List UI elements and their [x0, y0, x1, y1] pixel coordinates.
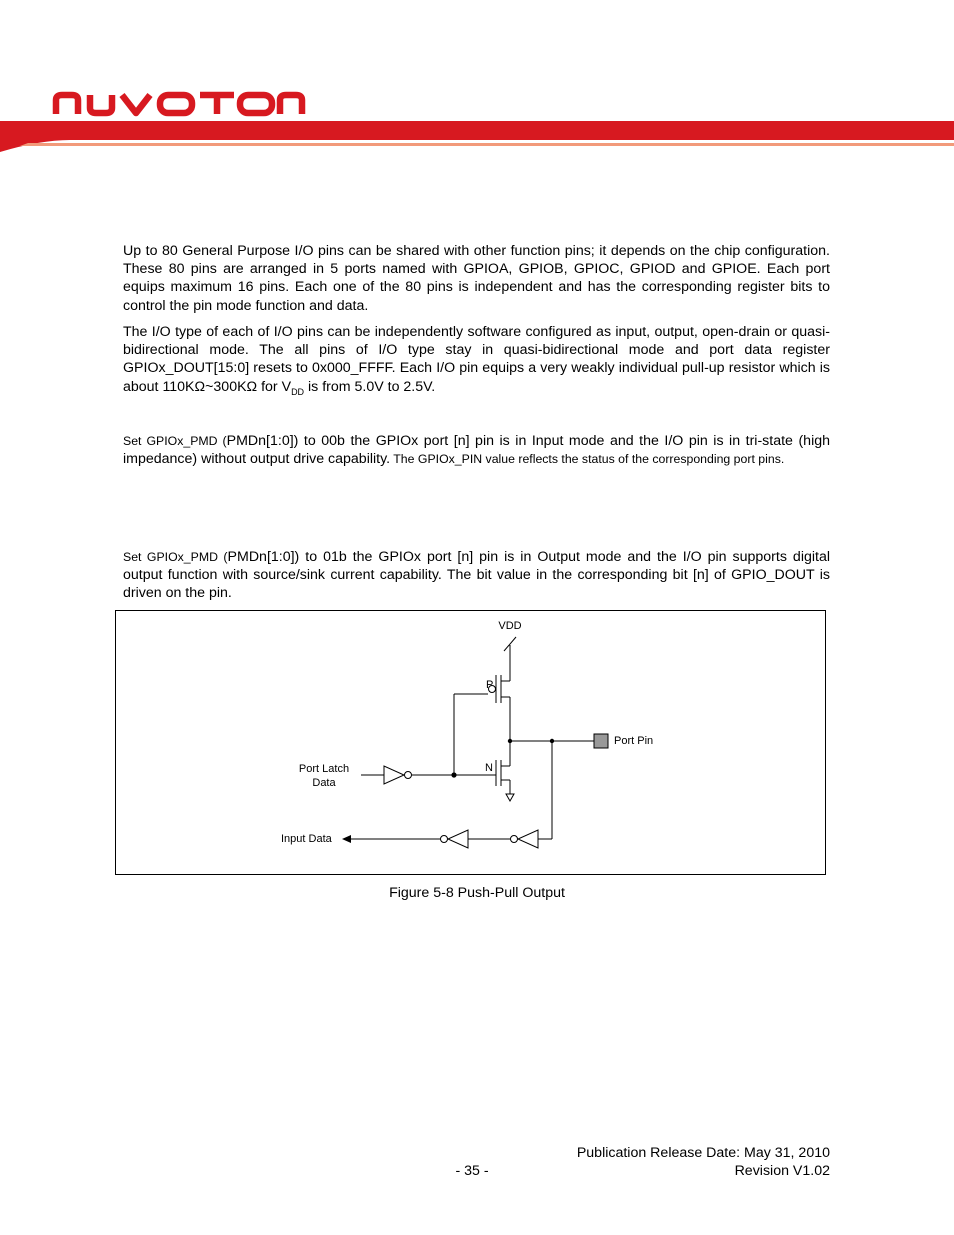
- input-mode-paragraph: Set GPIOx_PMD (PMDn[1:0]) to 00b the GPIOx port [n] pin is in Input mode and the I/O pin is in tri-state (high impedance) without output drive capability. The GPIOx_PIN value reflects the status of the corresponding port pins.: [123, 433, 830, 468]
- n-label: N: [485, 762, 493, 774]
- port-pin-box: [594, 734, 608, 748]
- io-type-paragraph: The I/O type of each of I/O pins can be independently software configured as input, output, open-drain or quasi-bidirectional mode. The all pins of I/O type stay in quasi-bidirectional mode and port data register GPIOx_DOUT[15:0] resets to 0x000_FFFF. Each I/O pin equips a very weakly individual pull-up resistor which is about 110KΩ~300KΩ for $V_{DD}$ is from 5.0V to 2.5V.: [123, 324, 830, 397]
- data-label: Data: [312, 777, 336, 789]
- page-number: - 35 -: [455, 1163, 489, 1179]
- output-mode-paragraph: Set GPIOx_PMD (PMDn[1:0]) to 01b the GPIOx port [n] pin is in Output mode and the I/O pin supports digital output function with source/sink current capability. The bit value in the corresponding bit [n] of GPIO_DOUT is driven on the pin.: [123, 549, 830, 602]
- header-band: [0, 118, 954, 152]
- p-label: P: [486, 679, 494, 691]
- vdd-subscript: DD: [291, 386, 305, 397]
- push-pull-circuit: [116, 611, 825, 874]
- revision: Revision V1.02: [734, 1163, 830, 1179]
- port-pin-label: Port Pin: [614, 735, 654, 747]
- figure-caption: Figure 5-8 Push-Pull Output: [389, 885, 565, 901]
- release-date: Publication Release Date: May 31, 2010: [576, 1145, 830, 1161]
- push-pull-diagram: [115, 610, 826, 875]
- input-data-label: Input Data: [281, 833, 332, 845]
- port-latch-label: Port Latch: [298, 763, 350, 775]
- vdd-label: VDD: [498, 620, 522, 632]
- intro-paragraph: Up to 80 General Purpose I/O pins can be shared with other function pins; it depends on the chip configuration. These 80 pins are arranged in 5 ports named with GPIOA, GPIOB, GPIOC, GPIOD and GPIOE. Each port equips maximum 16 pins. Each one of the 80 pins is independent and has the corresponding register bits to control the pin mode function and data.: [123, 243, 830, 314]
